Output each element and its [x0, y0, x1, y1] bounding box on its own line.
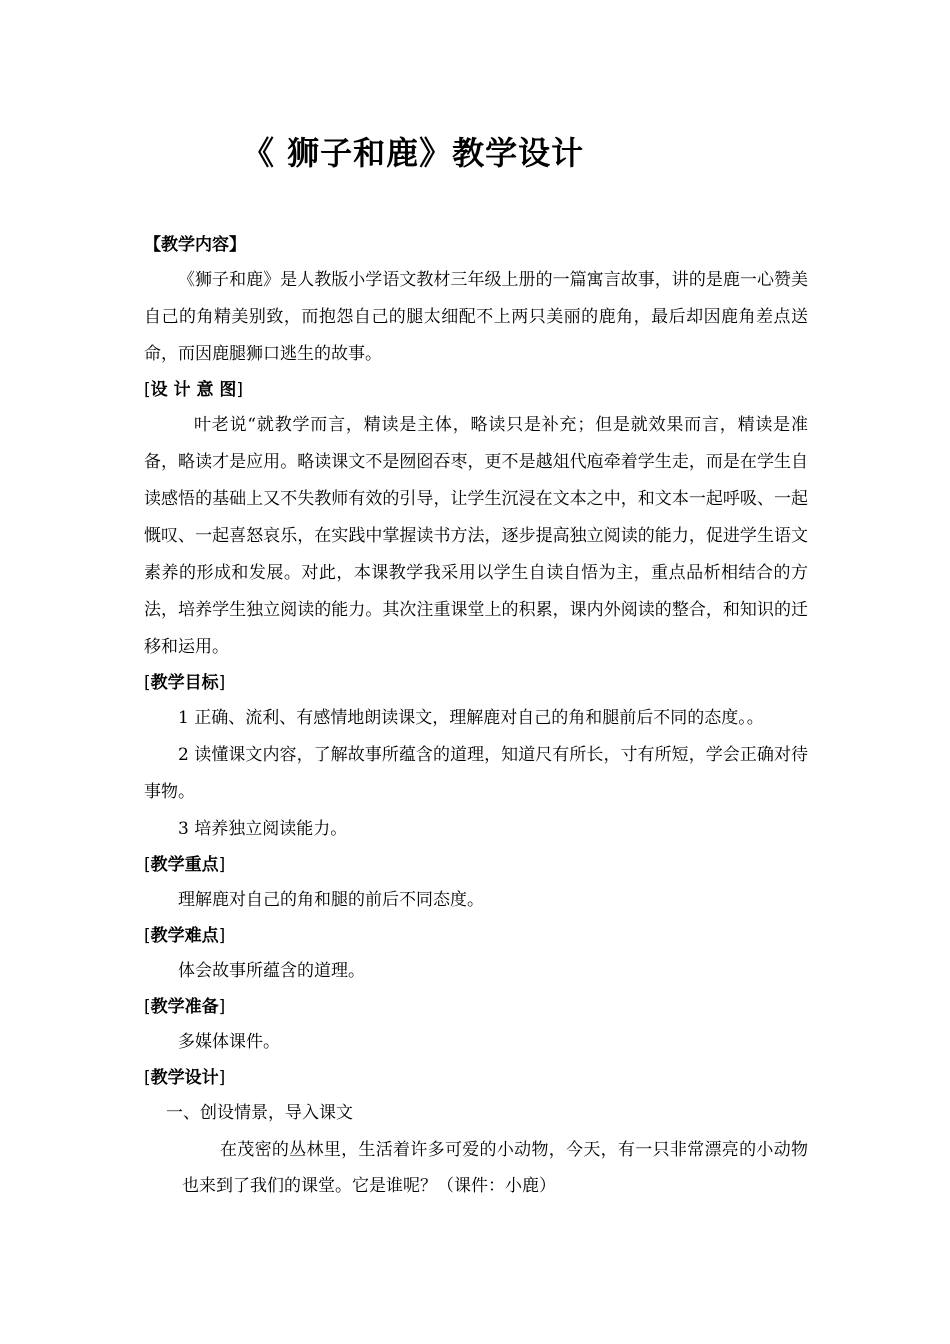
- heading-bracket-close: ]: [218, 673, 226, 693]
- goal-item: 3 培养独立阅读能力。: [178, 819, 348, 839]
- heading-label: 设 计 意 图: [150, 380, 237, 400]
- section-heading-preparation: [144, 990, 808, 1024]
- heading-label: 教学难点: [150, 926, 219, 946]
- key-points-paragraph: 理解鹿对自己的角和腿的前后不同态度。: [178, 890, 484, 910]
- heading-label: 教学内容: [161, 235, 229, 255]
- difficulties-paragraph: 体会故事所蕴含的道理。: [178, 961, 365, 981]
- section-heading-goals: [144, 666, 808, 700]
- design-step-heading: 一、创设情景，导入课文: [166, 1103, 353, 1123]
- heading-bracket-close: 】: [229, 235, 246, 255]
- heading-bracket-open: 【: [144, 235, 161, 255]
- goal-item: 1 正确、流利、有感情地朗读课文，理解鹿对自己的角和腿前后不同的态度。。: [178, 708, 764, 728]
- heading-bracket-close: ]: [218, 926, 226, 946]
- section-heading-content: [144, 228, 808, 262]
- heading-bracket-close: ]: [236, 380, 244, 400]
- heading-label: 教学重点: [150, 855, 219, 875]
- heading-bracket-open: [: [144, 926, 151, 946]
- design-step-text: 在茂密的丛林里，生活着许多可爱的小动物，今天，有一只非常漂亮的小动物也来到了我们的课堂。它是谁呢？（课件：小鹿）: [182, 1140, 808, 1196]
- document-body: [144, 228, 808, 1204]
- heading-bracket-open: [: [144, 673, 151, 693]
- heading-label: 教学目标: [150, 673, 219, 693]
- heading-bracket-close: ]: [218, 1068, 226, 1088]
- heading-bracket-close: ]: [218, 997, 226, 1017]
- goal-item: 2 读懂课文内容，了解故事所蕴含的道理，知道尺有所长，寸有所短，学会正确对待事物。: [144, 745, 808, 802]
- heading-bracket-open: [: [144, 997, 151, 1017]
- document-title: 《 狮子和鹿》教学设计: [242, 134, 585, 172]
- heading-bracket-open: [: [144, 855, 151, 875]
- heading-bracket-open: [: [144, 380, 151, 400]
- section-heading-key-points: [144, 848, 808, 882]
- heading-label: 教学准备: [150, 997, 219, 1017]
- heading-bracket-open: [: [144, 1068, 151, 1088]
- heading-label: 教学设计: [150, 1068, 219, 1088]
- preparation-paragraph: 多媒体课件。: [178, 1032, 280, 1052]
- intent-paragraph: 叶老说“就教学而言，精读是主体，略读只是补充；但是就效果而言，精读是准备，略读才是应用。略读课文不是囫囵吞枣，更不是越俎代庖牵着学生走，而是在学生自读感悟的基础上又不失教师有效的引导，让学生沉浸在文本之中，和文本一起呼吸、一起慨叹、一起喜怒哀乐，在实践中掌握读书方法，逐步提高独立阅读的能力，促进学生语文素养的形成和发展。对此，本课教学我采用以学生自读自悟为主，重点品析相结合的方法，培养学生独立阅读的能力。其次注重课堂上的积累，课内外阅读的整合，和知识的迁移和运用。: [144, 415, 808, 657]
- content-paragraph: 《狮子和鹿》是人教版小学语文教材三年级上册的一篇寓言故事，讲的是鹿一心赞美自己的角精美别致，而抱怨自己的腿太细配不上两只美丽的鹿角，最后却因鹿角差点送命，而因鹿腿狮口逃生的故事。: [144, 270, 808, 364]
- section-heading-intent: [144, 373, 808, 407]
- section-heading-design: [144, 1061, 808, 1095]
- section-heading-difficulties: [144, 919, 808, 953]
- heading-bracket-close: ]: [218, 855, 226, 875]
